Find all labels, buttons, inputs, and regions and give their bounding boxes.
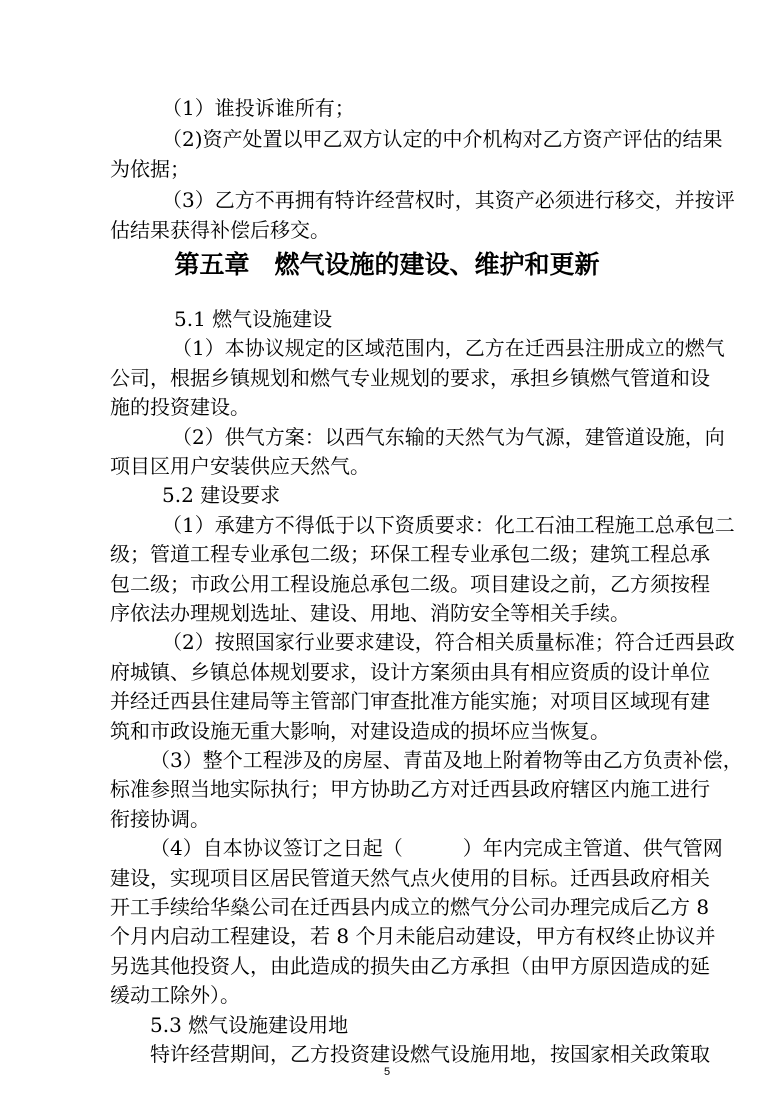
text-line: 特许经营期间，乙方投资建设燃气设施用地，按国家相关政策取: [150, 1042, 710, 1066]
page-number: 5: [383, 1066, 391, 1078]
text-line: （2）按照国家行业要求建设，符合相关质量标准；符合迁西县政: [162, 630, 735, 654]
chapter-heading: 第五章 燃气设施的建设、维护和更新: [174, 250, 600, 279]
text-line: 开工手续给华燊公司在迁西县内成立的燃气分公司办理完成后乙方 8: [110, 895, 710, 919]
text-line: （3）乙方不再拥有特许经营权时，其资产必须进行移交，并按评: [162, 188, 735, 212]
text-line: 并经迁西县住建局等主管部门审查批准方能实施；对项目区域现有建: [110, 689, 710, 713]
text-line: 公司，根据乡镇规划和燃气专业规划的要求，承担乡镇燃气管道和设: [110, 366, 710, 390]
text-line: 为依据；: [110, 157, 190, 181]
text-line: 衔接协调。: [110, 807, 210, 831]
text-line: （1）承建方不得低于以下资质要求：化工石油工程施工总承包二: [162, 513, 735, 537]
text-line: 包二级；市政公用工程设施总承包二级。项目建设之前，乙方须按程: [110, 572, 710, 596]
text-line: 建设，实现项目区居民管道天然气点火使用的目标。迁西县政府相关: [110, 866, 710, 890]
text-line: 估结果获得补偿后移交。: [110, 218, 330, 242]
section-title: 5.2 建设要求: [162, 483, 281, 507]
text-line: 标准参照当地实际执行；甲方协助乙方对迁西县政府辖区内施工进行: [110, 777, 710, 801]
section-title: 5.3 燃气设施建设用地: [150, 1013, 349, 1037]
text-line: 缓动工除外）。: [110, 983, 240, 1007]
text-line: 另选其他投资人，由此造成的损失由乙方承担（由甲方原因造成的延: [110, 954, 710, 978]
text-line: （2）供气方案：以西气东输的天然气为气源，建管道设施，向: [172, 425, 725, 449]
text-line: 序依法办理规划选址、建设、用地、消防安全等相关手续。: [110, 601, 630, 625]
text-line: （1）本协议规定的区域范围内，乙方在迁西县注册成立的燃气: [172, 336, 725, 360]
text-line: （3）整个工程涉及的房屋、青苗及地上附着物等由乙方负责补偿，: [150, 748, 743, 772]
section-title: 5.1 燃气设施建设: [174, 307, 333, 331]
text-line: 施的投资建设。: [110, 395, 250, 419]
text-line: 级；管道工程专业承包二级；环保工程专业承包二级；建筑工程总承: [110, 542, 710, 566]
text-line: 筑和市政设施无重大影响，对建设造成的损坏应当恢复。: [110, 719, 610, 743]
text-line: （4）自本协议签订之日起（ ）年内完成主管道、供气管网: [150, 836, 723, 860]
text-line: （2)资产处置以甲乙双方认定的中介机构对乙方资产评估的结果: [162, 127, 723, 151]
text-line: （1）谁投诉谁所有；: [162, 96, 355, 120]
text-line: 项目区用户安装供应天然气。: [110, 454, 370, 478]
text-line: 个月内启动工程建设，若 8 个月未能启动建设，甲方有权终止协议并: [110, 924, 716, 948]
text-line: 府城镇、乡镇总体规划要求，设计方案须由具有相应资质的设计单位: [110, 660, 710, 684]
